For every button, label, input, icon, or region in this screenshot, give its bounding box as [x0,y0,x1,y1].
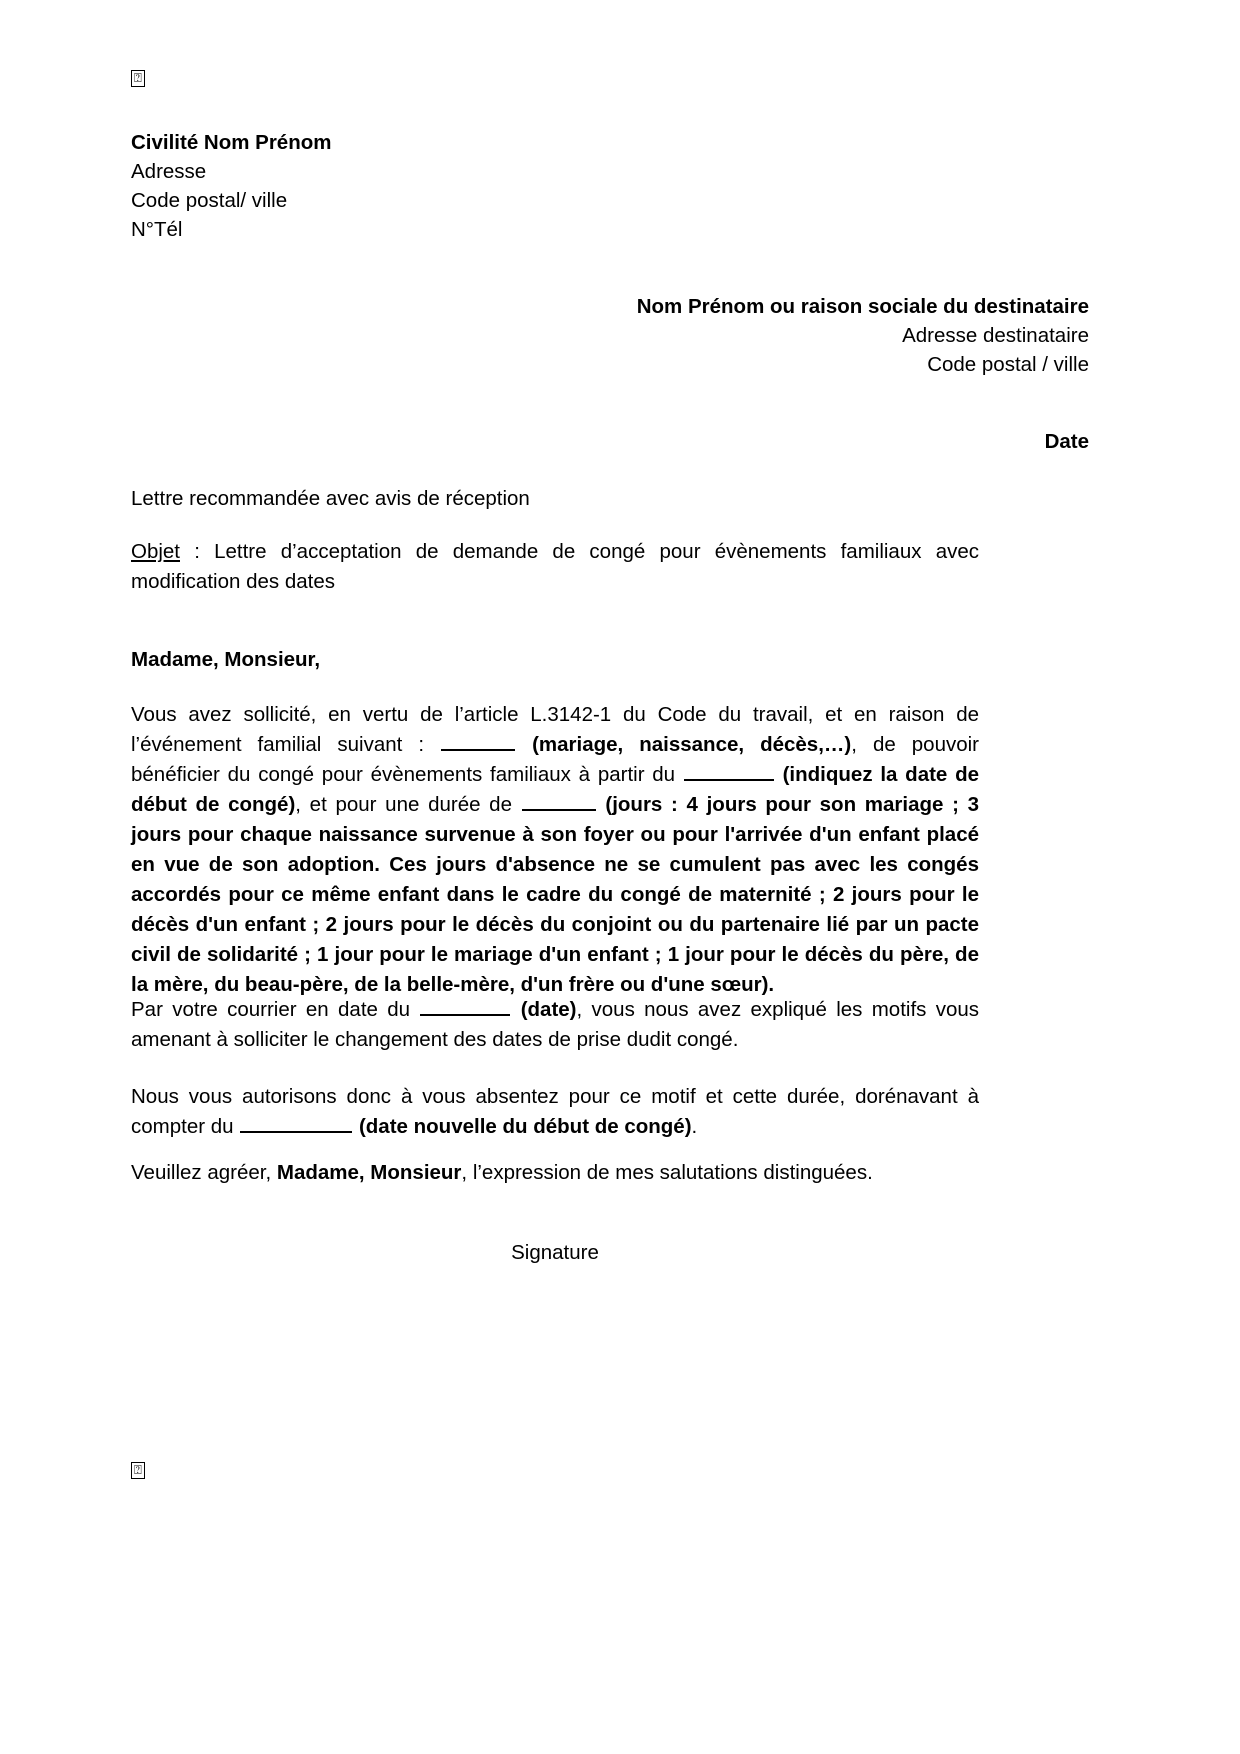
recipient-name: Nom Prénom ou raison sociale du destinataire [636,295,1089,318]
registered-mail-notice: Lettre recommandée avec avis de réception [131,487,530,510]
p2-text-part-2: , vous nous avez expliqué les motifs vous amenant à solliciter le changement des dates de prise dudit congé. [131,998,980,1051]
p4-text-part-1: Veuillez agréer, [131,1161,277,1184]
p2-text-part-1: Par votre courrier en date du [131,998,420,1021]
sender-address: Adresse [131,160,207,183]
salutation: Madame, Monsieur, [131,648,321,671]
p1-hint-event: (mariage, naissance, décès,…) [532,733,852,756]
p2-hint-date: (date) [520,998,577,1021]
header-missing-glyph-icon: ⍰ [131,70,145,87]
sender-name: Civilité Nom Prénom [131,131,332,154]
body-paragraph-3 [131,1082,979,1142]
recipient-postal-city: Code postal / ville [927,353,1089,376]
body-paragraph-closing [131,1158,979,1188]
body-paragraph-1 [131,700,979,1000]
p4-addressee: Madame, Monsieur [276,1161,462,1184]
letter-date: Date [1044,430,1089,453]
p3-text-part-1: Nous vous autorisons donc à vous absentez pour ce motif et cette durée, dorénavant à compter du [131,1085,979,1138]
sender-address-block [131,128,332,244]
footer-missing-glyph-icon: ⍰ [131,1462,145,1479]
p1-hint-duration: (jours : 4 jours pour son mariage ; 3 jours pour chaque naissance survenue à son foyer ou pour l'arrivée d'un enfant placé en vue de son adoption. Ces jours d'absence ne se cumulent pas avec les congés accordés pour ce même enfant dans le cadre du congé de maternité ; 2 jours pour le décès d'un enfant ; 2 jours pour le décès du conjoint ou du partenaire lié par un pacte civil de solidarité ; 1 jour pour le mariage d'un enfant ; 1 jour pour le décès du père, de la mère, du beau-père, de la belle-mère, d'un frère ou d'une sœur). [131,793,980,996]
p1-hint-start-date: (indiquez la date de début de congé) [131,763,980,816]
recipient-address: Adresse destinataire [902,324,1089,347]
p3-text-part-2: . [691,1115,698,1138]
blank-field-new-start-date[interactable] [240,1112,352,1133]
p1-text-part-3: , et pour une durée de [295,793,521,816]
p4-text-part-2: , l’expression de mes salutations distinguées. [461,1161,873,1184]
p1-text-part-2: , de pouvoir bénéficier du congé pour évènements familiaux à partir du [131,733,979,786]
sender-phone: N°Tél [131,218,183,241]
sender-postal-city: Code postal/ ville [131,189,288,212]
blank-field-letter-date[interactable] [420,995,510,1016]
subject-separator: : [180,540,215,563]
p3-hint-new-start-date: (date nouvelle du début de congé) [358,1115,692,1138]
subject-line [131,537,979,597]
recipient-address-block [637,292,1089,379]
blank-field-start-date[interactable] [684,760,774,781]
subject-label: Objet [131,540,180,563]
blank-field-event[interactable] [441,730,515,751]
subject-text: Lettre d’acceptation de demande de congé pour évènements familiaux avec modification des dates [131,540,979,593]
p1-text-part-1: Vous avez sollicité, en vertu de l’article L.3142-1 du Code du travail, et en raison de l’événement familial suivant : [131,703,979,756]
body-paragraph-2 [131,995,979,1055]
signature-label: Signature [511,1241,599,1264]
blank-field-duration[interactable] [522,790,596,811]
